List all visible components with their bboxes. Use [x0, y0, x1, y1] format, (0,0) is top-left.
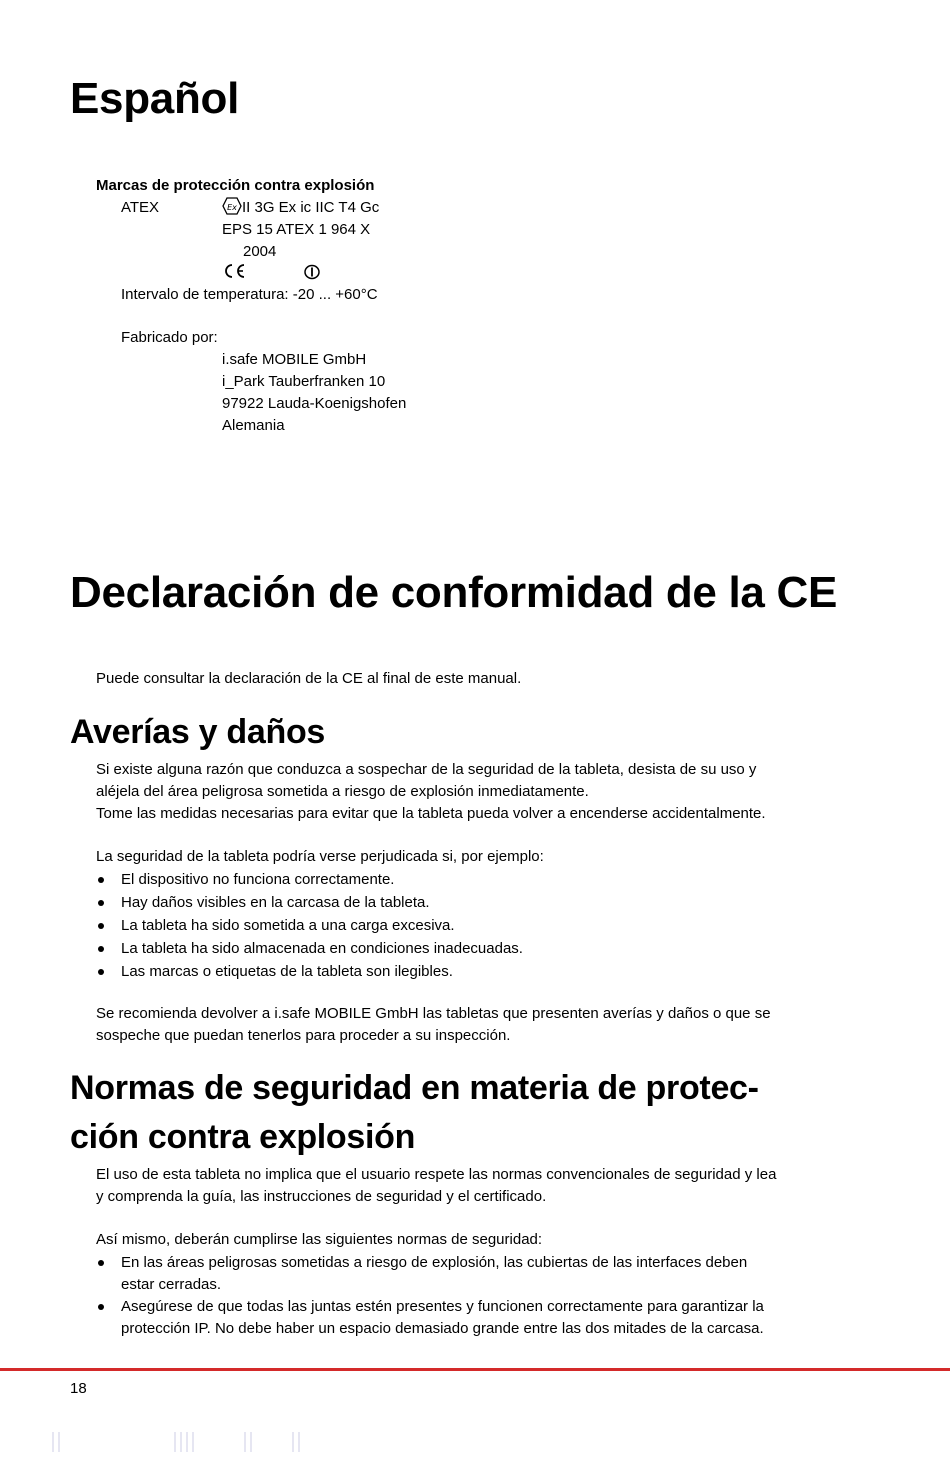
address-street: i_Park Tauberfranken 10 [222, 373, 386, 390]
damage-intro: La seguridad de la tableta podría verse perjudicada si, por ejemplo: [96, 848, 544, 865]
address-city: 97922 Lauda-Koenigshofen [222, 395, 407, 412]
damage-paragraph [96, 759, 766, 825]
return-paragraph [96, 1003, 771, 1047]
section-title-espanol: Español [70, 74, 240, 123]
list-item-line: En las áreas peligrosas sometidas a riesgo de explosión, las cubiertas de las interfaces deben [121, 1254, 748, 1271]
list-item: La tableta ha sido almacenada en condiciones inadecuadas. [95, 938, 523, 960]
atex-code: II 3G Ex ic IIC T4 Gc [242, 199, 380, 216]
list-item: Las marcas o etiquetas de la tableta son ilegibles. [95, 961, 523, 983]
norms-intro: Así mismo, deberán cumplirse las siguientes normas de seguridad: [96, 1231, 543, 1248]
list-item-line: protección IP. No debe haber un espacio demasiado grande entre las dos mitades de la carcasa. [121, 1320, 764, 1337]
atex-label: ATEX [121, 199, 160, 216]
manufactured-by-label: Fabricado por: [121, 329, 218, 346]
address-company: i.safe MOBILE GmbH [222, 351, 367, 368]
certificate-number: EPS 15 ATEX 1 964 X [222, 221, 371, 238]
temperature-range: Intervalo de temperatura: -20 ... +60°C [121, 286, 378, 303]
list-item-line: Asegúrese de que todas las juntas estén presentes y funcionen correctamente para garantizar la [121, 1298, 764, 1315]
list-item-line: estar cerradas. [121, 1276, 222, 1293]
norms-paragraph [96, 1164, 776, 1208]
section-title-ce-declaration: Declaración de conformidad de la CE [70, 568, 838, 617]
page-number: 18 [70, 1380, 87, 1397]
ce-declaration-text: Puede consultar la declaración de la CE al final de este manual. [96, 670, 522, 687]
section-title-damage: Averías y daños [70, 713, 326, 751]
print-registration-marks [52, 1432, 304, 1457]
section-title-safety-norms-cont: ción contra explosión [70, 1118, 416, 1156]
ex-hexagon-icon [222, 197, 242, 215]
list-item [95, 1252, 764, 1296]
paragraph-line: aléjela del área peligrosa sometida a riesgo de explosión inmediatamente. [96, 783, 589, 800]
protection-marks-heading: Marcas de protección contra explosión [96, 177, 375, 194]
svg-text:Ex: Ex [227, 203, 237, 212]
damage-bullet-list [95, 869, 523, 983]
notified-body-year: 2004 [243, 243, 277, 260]
list-item: La tableta ha sido sometida a una carga excesiva. [95, 915, 523, 937]
paragraph-line: sospeche que puedan tenerlos para proceder a su inspección. [96, 1027, 511, 1044]
atex-code-line [222, 197, 379, 219]
list-item [95, 1296, 764, 1340]
section-title-safety-norms: Normas de seguridad en materia de protec- [70, 1069, 759, 1107]
paragraph-line: y comprenda la guía, las instrucciones de seguridad y el certificado. [96, 1188, 547, 1205]
list-item: Hay daños visibles en la carcasa de la tableta. [95, 892, 523, 914]
list-item: El dispositivo no funciona correctamente. [95, 869, 523, 891]
address-country: Alemania [222, 417, 285, 434]
paragraph-line: El uso de esta tableta no implica que el usuario respete las normas convencionales de seguridad y lea [96, 1166, 777, 1183]
norms-bullet-list [95, 1252, 764, 1340]
paragraph-line: Si existe alguna razón que conduzca a sospechar de la seguridad de la tableta, desista de su uso y [96, 761, 757, 778]
footer-rule [0, 1368, 950, 1371]
paragraph-line: Tome las medidas necesarias para evitar que la tableta pueda volver a encenderse accidentalmente. [96, 805, 766, 822]
paragraph-line: Se recomienda devolver a i.safe MOBILE GmbH las tabletas que presenten averías y daños o que se [96, 1005, 771, 1022]
